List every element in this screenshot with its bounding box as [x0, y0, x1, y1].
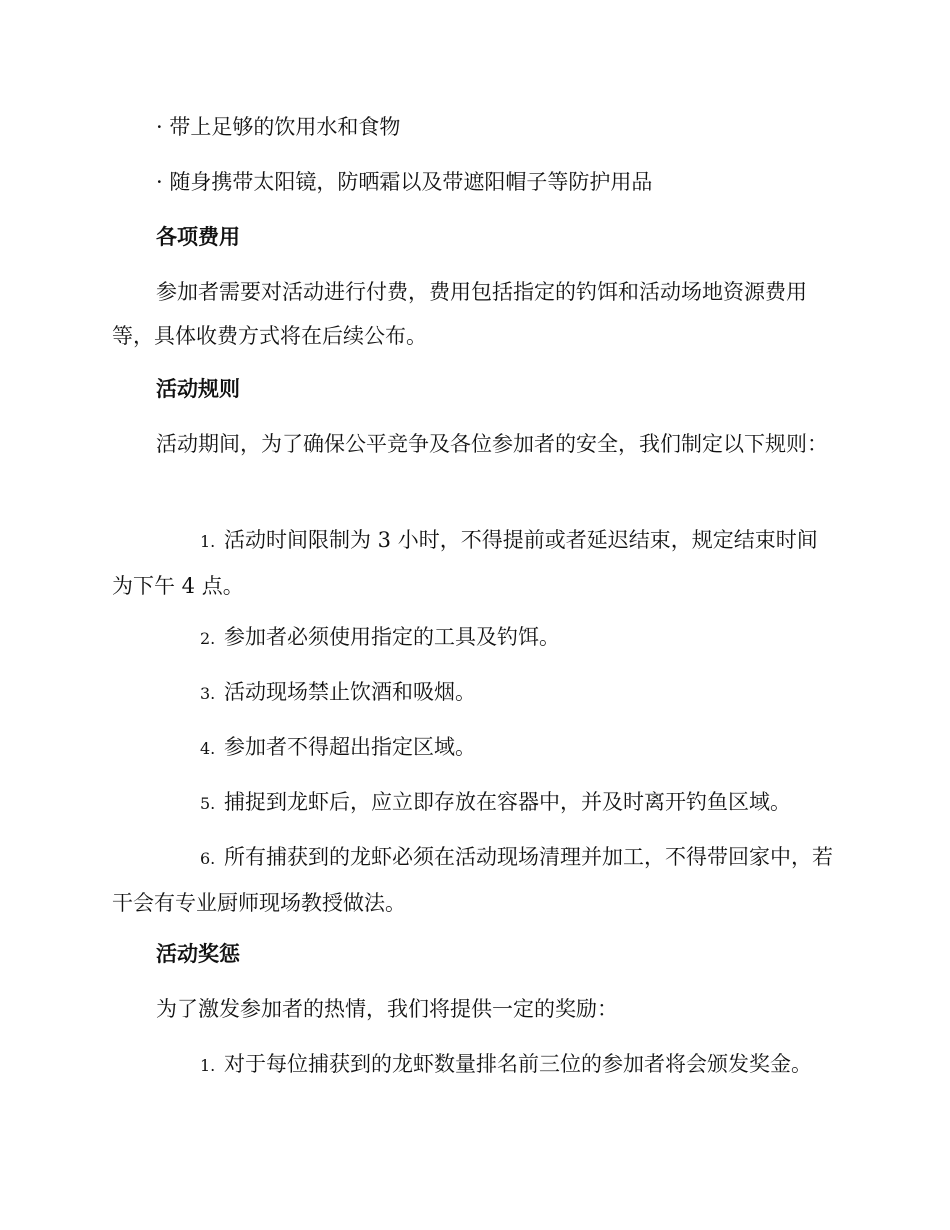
list-item-text: 参加者必须使用指定的工具及钓饵。: [224, 625, 560, 649]
rule-item: [112, 518, 838, 608]
section-heading-rules: 活动规则: [156, 376, 240, 401]
rule-item: [112, 725, 838, 771]
bullet-item: · 随身携带太阳镜，防晒霜以及带遮阳帽子等防护用品: [156, 170, 653, 194]
section-heading-rewards: 活动奖惩: [156, 941, 240, 966]
list-number: 2.: [200, 629, 216, 648]
reward-item: [112, 1042, 838, 1088]
list-item-text: 参加者不得超出指定区域。: [224, 735, 476, 759]
list-number: 4.: [200, 739, 216, 758]
rules-intro-paragraph: 活动期间，为了确保公平竞争及各位参加者的安全，我们制定以下规则：: [156, 432, 828, 456]
list-item-text: 捕捉到龙虾后，应立即存放在容器中，并及时离开钓鱼区域。: [224, 790, 791, 814]
rewards-intro-paragraph: 为了激发参加者的热情，我们将提供一定的奖励：: [156, 997, 618, 1021]
list-item-text: 对于每位捕获到的龙虾数量排名前三位的参加者将会颁发奖金。: [224, 1052, 812, 1076]
bullet-item: · 带上足够的饮用水和食物: [156, 115, 401, 139]
list-item-text: 活动时间限制为 3 小时，不得提前或者延迟结束，规定结束时间为下午 4 点。: [112, 528, 818, 598]
rule-item: [112, 670, 838, 716]
rule-item: [112, 615, 838, 661]
section-heading-fees: 各项费用: [156, 224, 240, 249]
list-number: 5.: [200, 794, 216, 813]
rule-item: [112, 835, 838, 925]
rule-item: [112, 780, 838, 826]
fees-paragraph: 参加者需要对活动进行付费，费用包括指定的钓饵和活动场地资源费用等，具体收费方式将在后续公布。: [112, 280, 807, 348]
list-item-text: 所有捕获到的龙虾必须在活动现场清理并加工，不得带回家中，若干会有专业厨师现场教授做法。: [112, 845, 833, 915]
list-item-text: 活动现场禁止饮酒和吸烟。: [224, 680, 476, 704]
list-number: 3.: [200, 684, 216, 703]
list-number: 6.: [200, 849, 216, 868]
list-number: 1.: [200, 532, 216, 551]
list-number: 1.: [200, 1056, 216, 1075]
